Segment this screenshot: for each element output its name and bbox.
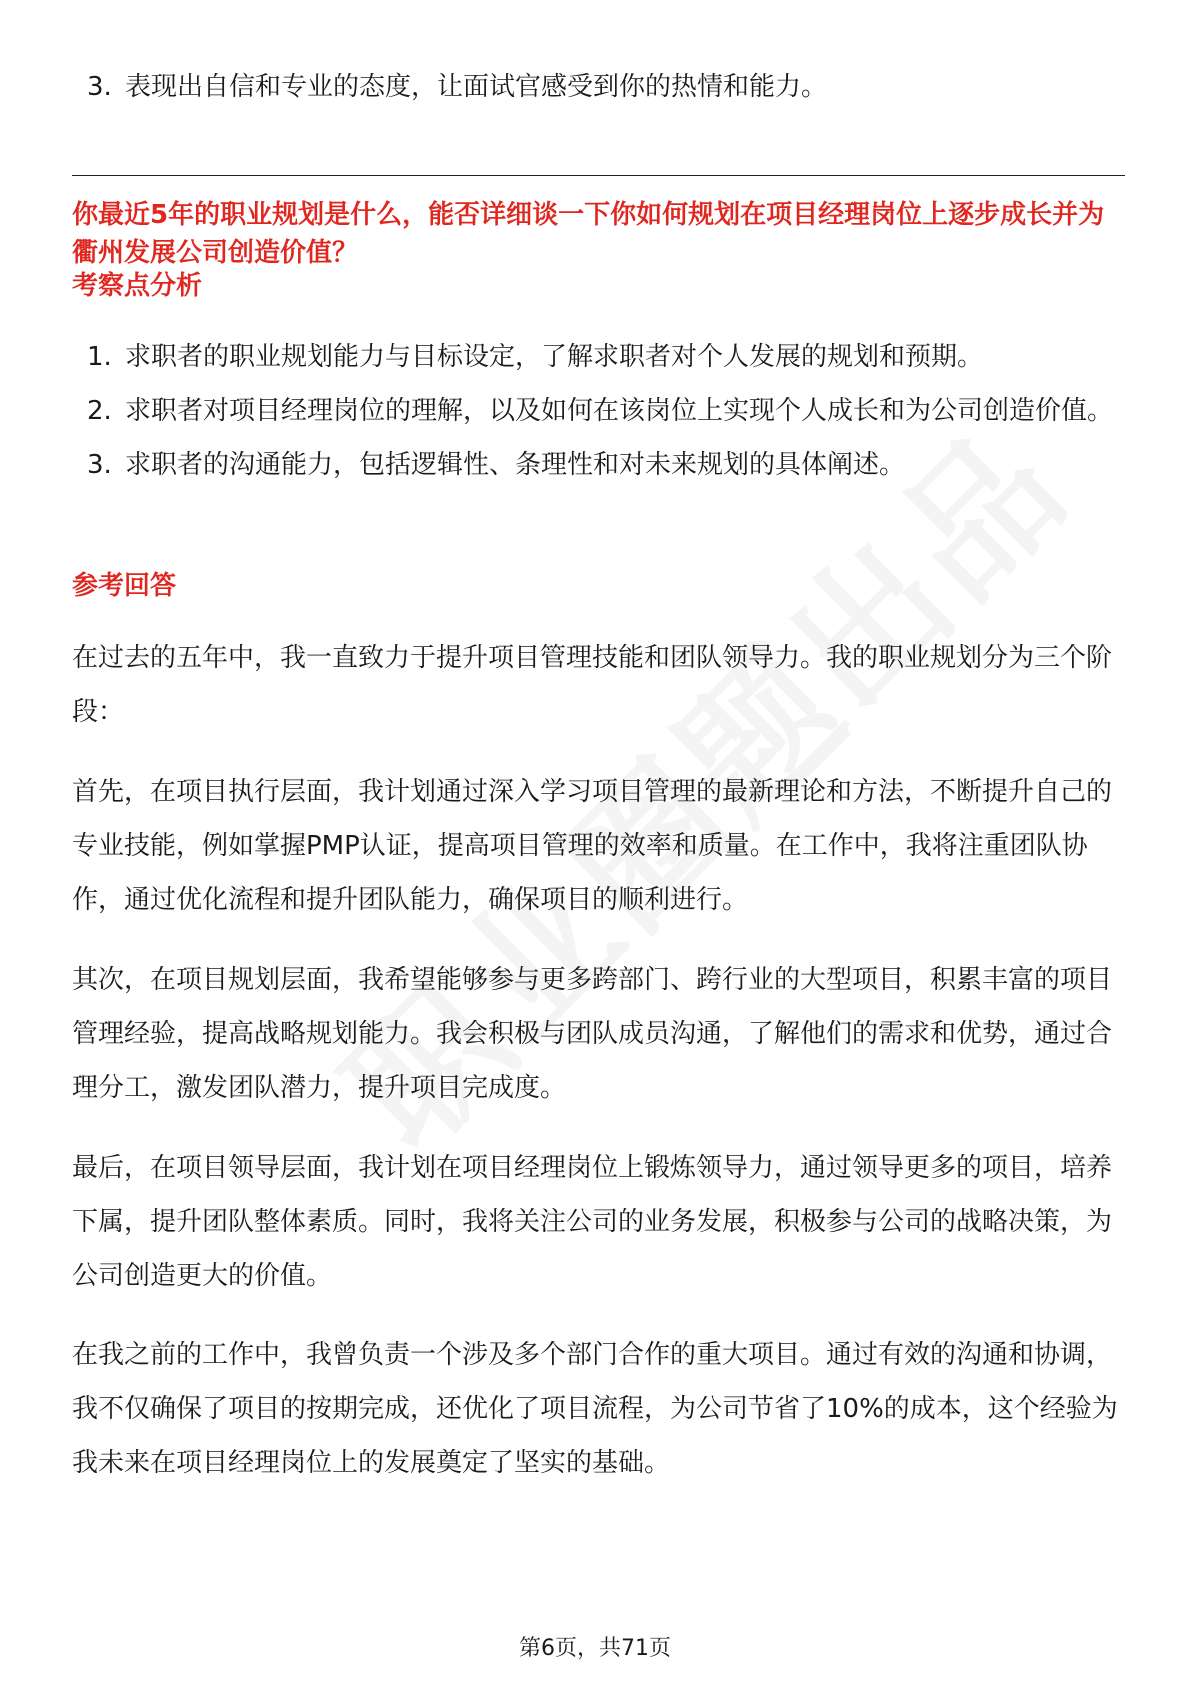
analysis-heading: 考察点分析 [72,271,203,301]
list-item [87,60,1160,114]
top-list [87,60,1160,114]
list-item-text: 表现出自信和专业的态度，让面试官感受到你的热情和能力。 [125,72,828,102]
answer-paragraph: 在过去的五年中，我一直致力于提升项目管理技能和团队领导力。我的职业规划分为三个阶段： [72,643,1113,727]
list-item [87,438,1160,492]
list-item-text: 求职者的沟通能力，包括逻辑性、条理性和对未来规划的具体阐述。 [125,450,906,480]
page-number: 第6页，共71页 [519,1636,671,1661]
list-item [87,384,1160,438]
analysis-list [87,330,1160,492]
list-item-number: 2. [87,396,112,426]
answer-paragraph: 首先，在项目执行层面，我计划通过深入学习项目管理的最新理论和方法，不断提升自己的专业技能，例如掌握PMP认证，提高项目管理的效率和质量。在工作中，我将注重团队协作，通过优化流程和提升团队能力，确保项目的顺利进行。 [72,777,1113,915]
answer-paragraph: 最后，在项目领导层面，我计划在项目经理岗位上锻炼领导力，通过领导更多的项目，培养下属，提升团队整体素质。同时，我将关注公司的业务发展，积极参与公司的战略决策，为公司创造更大的价值。 [72,1153,1113,1291]
question-heading: 你最近5年的职业规划是什么，能否详细谈一下你如何规划在项目经理岗位上逐步成长并为衢州发展公司创造价值？ [72,200,1105,268]
list-item-number: 3. [87,450,112,480]
list-item-text: 求职者对项目经理岗位的理解，以及如何在该岗位上实现个人成长和为公司创造价值。 [125,396,1114,426]
list-item-number: 1. [87,342,112,372]
section-divider [72,175,1125,176]
answer-heading: 参考回答 [72,571,177,601]
list-item [87,330,1160,384]
answer-paragraph: 其次，在项目规划层面，我希望能够参与更多跨部门、跨行业的大型项目，积累丰富的项目管理经验，提高战略规划能力。我会积极与团队成员沟通，了解他们的需求和优势，通过合理分工，激发团队潜力，提升项目完成度。 [72,965,1113,1103]
list-item-text: 求职者的职业规划能力与目标设定，了解求职者对个人发展的规划和预期。 [125,342,984,372]
answer-paragraph: 在我之前的工作中，我曾负责一个涉及多个部门合作的重大项目。通过有效的沟通和协调，我不仅确保了项目的按期完成，还优化了项目流程，为公司节省了10%的成本，这个经验为我未来在项目经理岗位上的发展奠定了坚实的基础。 [72,1340,1118,1478]
list-item-number: 3. [87,72,112,102]
